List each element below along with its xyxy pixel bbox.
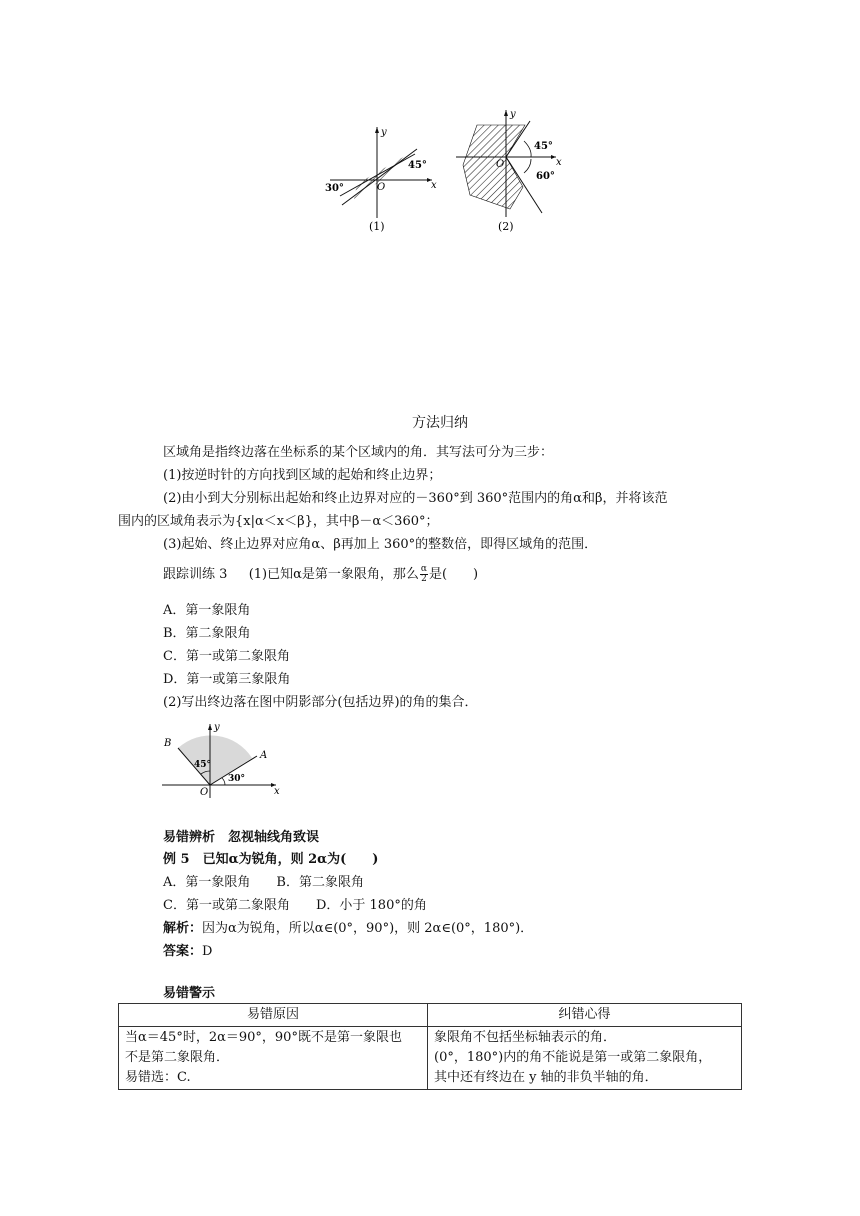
fig2-angle-45: 45° (534, 141, 553, 152)
figure-1 (325, 127, 437, 233)
figure-2 (456, 109, 562, 233)
fig3-point-a: A (260, 750, 268, 761)
fig1-ray-30 (342, 149, 417, 205)
fig2-arc-60 (524, 159, 531, 173)
warning-cause-cell: 当α＝45°时，2α＝90°，90°既不是第一象限也 不是第二象限角． 易错选：C. (119, 1027, 428, 1090)
example-options-cd (163, 896, 427, 916)
warning-col-lesson: 纠错心得 (428, 1004, 742, 1027)
example-option-b: B．第二象限角 (276, 875, 364, 890)
analysis-text: 因为α为锐角，所以α∈(0°，90°)，则 2α∈(0°，180°)． (202, 921, 534, 936)
analysis (163, 919, 533, 939)
example-5: 例 5 已知α为锐角，则 2α为( ) (163, 852, 379, 867)
fig2-angle-60: 60° (536, 171, 555, 182)
practice-label: 跟踪训练 3 (163, 567, 228, 582)
practice-option-b: B．第二象限角 (163, 626, 251, 641)
fig3-arc-30 (222, 778, 225, 785)
method-step-1: (1)按逆时针的方向找到区域的起始和终止边界； (163, 468, 442, 483)
fig1-caption: (1) (369, 220, 385, 233)
example-options-ab (163, 873, 364, 893)
fig1-angle-30: 30° (325, 183, 344, 194)
practice-option-d: D．第一或第三象限角 (163, 672, 291, 687)
fig3-angle-45: 45° (194, 760, 212, 770)
method-step-2b: 围内的区域角表示为{x|α＜x＜β}，其中β－α＜360°； (118, 514, 439, 529)
fig2-arc-45 (524, 141, 531, 157)
fig1-x-label: x (431, 180, 437, 191)
error-heading: 易错辨析 忽视轴线角致误 (163, 830, 320, 845)
method-intro: 区域角是指终边落在坐标系的某个区域内的角．其写法可分为三步： (163, 445, 554, 460)
practice-question-1 (163, 565, 478, 585)
practice-q1-pre: (1)已知α是第一象限角，那么 (248, 567, 419, 582)
warning-col-cause: 易错原因 (119, 1004, 428, 1027)
fig2-origin-label: O (496, 159, 505, 170)
alpha-half-fraction: $\frac{\alpha}{2}$ (420, 564, 427, 584)
answer-label: 答案： (163, 944, 203, 959)
method-heading: 方法归纳 (412, 415, 468, 431)
practice-option-c: C．第一或第二象限角 (163, 649, 290, 664)
fig2-x-label: x (556, 157, 562, 168)
fig1-angle-45: 45° (408, 160, 427, 171)
fig2-caption: (2) (498, 220, 514, 233)
example-option-c: C．第一或第二象限角 (163, 898, 290, 913)
fig1-y-arrow (375, 127, 379, 133)
practice-question-2: (2)写出终边落在图中阴影部分(包括边界)的角的集合． (163, 695, 478, 710)
example-option-a: A．第一象限角 (163, 875, 251, 890)
fig3-angle-30: 30° (228, 774, 246, 784)
practice-q1-post: 是( ) (428, 567, 479, 582)
fig2-y-label: y (510, 109, 516, 120)
fig1-origin-label: O (377, 182, 386, 193)
fig2-shaded-region (463, 125, 525, 209)
method-step-3: (3)起始、终止边界对应角α、β再加上 360°的整数倍，即得区域角的范围． (163, 537, 598, 552)
figure-region-angles (320, 105, 580, 240)
fig1-y-label: y (381, 127, 387, 138)
fig2-y-arrow (504, 110, 508, 116)
example-option-d: D．小于 180°的角 (315, 898, 427, 913)
practice-option-a: A．第一象限角 (163, 603, 251, 618)
fig3-origin-label: O (200, 787, 209, 798)
method-step-2a: (2)由小到大分别标出起始和终止边界对应的－360°到 360°范围内的角α和β，并将该范 (163, 491, 668, 506)
warning-heading: 易错警示 (163, 986, 216, 1001)
fig3-y-arrow (208, 724, 212, 730)
warning-lesson-cell: 象限角不包括坐标轴表示的角． (0°，180°)内的角不能说是第一或第二象限角， 其中还有终边在 y 轴的非负半轴的角． (428, 1027, 742, 1090)
analysis-label: 解析： (163, 921, 203, 936)
figure-3 (158, 718, 288, 800)
warning-table (118, 1003, 742, 1090)
fig3-y-label: y (214, 722, 220, 733)
fig3-point-b: B (164, 738, 172, 749)
answer-text: D (202, 944, 213, 959)
answer (163, 942, 212, 962)
fig3-x-label: x (274, 786, 280, 797)
